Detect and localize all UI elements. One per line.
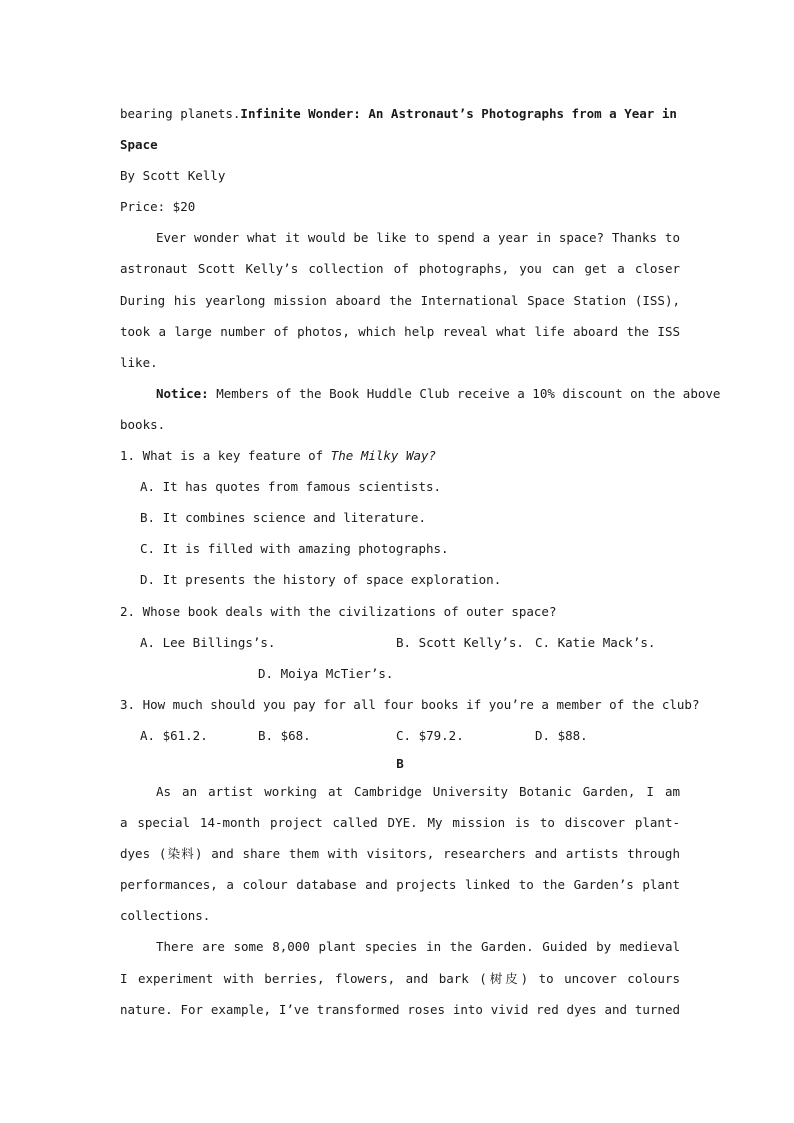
section-b-p1-line-4: performances, a colour database and projects linked to the Garden’s plant <box>120 877 680 893</box>
description-line-3: During his yearlong mission aboard the International Space Station (ISS), <box>120 292 680 308</box>
question-2-option-a: A. Lee Billings’s. <box>140 634 276 650</box>
question-2-options-row-2 <box>120 658 680 689</box>
section-b-p2-line-2: I experiment with berries, flowers, and bark (树皮) to uncover colours <box>120 970 680 986</box>
section-b-heading: B <box>396 755 404 771</box>
question-2-stem: 2. Whose book deals with the civilizations of outer space? <box>120 603 557 619</box>
previous-text-fragment: bearing planets. <box>120 106 241 121</box>
section-b-p1-line-1: As an artist working at Cambridge University Botanic Garden, I am <box>156 783 680 799</box>
description-line-1: Ever wonder what it would be like to spend a year in space? Thanks to <box>156 230 680 246</box>
question-3-option-d: D. $88. <box>535 727 588 743</box>
question-1-option-b: B. It combines science and literature. <box>140 510 426 526</box>
question-1-text: 1. What is a key feature of <box>120 448 331 464</box>
question-2-option-c: C. Katie Mack’s. <box>535 634 656 650</box>
book-title-line-1 <box>120 98 680 129</box>
book-title-line-2: Space <box>120 137 158 153</box>
notice-text: Members of the Book Huddle Club receive a 10% discount on the above <box>216 385 721 401</box>
question-1-stem <box>120 440 680 471</box>
question-2-options-row-1 <box>120 627 680 658</box>
question-1-option-a: A. It has quotes from famous scientists. <box>140 479 442 495</box>
book-title: Infinite Wonder: An Astronaut’s Photographs from a Year in <box>240 106 677 121</box>
question-3-options-row <box>120 720 680 751</box>
section-b-p2-line-1: There are some 8,000 plant species in the Garden. Guided by medieval <box>156 939 680 955</box>
question-1-italic: The Milky Way? <box>330 448 437 464</box>
description-line-5: like. <box>120 354 158 370</box>
question-3-option-c: C. $79.2. <box>396 727 464 743</box>
question-2-option-d: D. Moiya McTier’s. <box>258 665 394 681</box>
section-b-p1-line-2: a special 14-month project called DYE. My mission is to discover plant- <box>120 815 680 831</box>
document-page <box>120 98 721 1025</box>
section-b-p1-line-5: collections. <box>120 908 211 924</box>
question-3-option-a: A. $61.2. <box>140 727 208 743</box>
book-price: Price: $20 <box>120 199 196 215</box>
section-b-p2-line-3: nature. For example, I’ve transformed roses into vivid red dyes and turned <box>120 1001 680 1017</box>
section-b-p1-line-3: dyes (染料) and share them with visitors, researchers and artists through <box>120 846 680 862</box>
notice-line-2: books. <box>120 416 166 432</box>
question-1-option-d: D. It presents the history of space exploration. <box>140 572 502 588</box>
book-author: By Scott Kelly <box>120 168 226 184</box>
question-1-option-c: C. It is filled with amazing photographs. <box>140 541 449 557</box>
description-line-2: astronaut Scott Kelly’s collection of photographs, you can get a closer <box>120 261 680 277</box>
notice-label: Notice: <box>156 385 209 401</box>
description-line-4: took a large number of photos, which help reveal what life aboard the ISS <box>120 323 680 339</box>
question-3-stem: 3. How much should you pay for all four books if you’re a member of the club? <box>120 696 700 712</box>
question-3-option-b: B. $68. <box>258 727 311 743</box>
notice-line-1 <box>120 378 721 409</box>
question-2-option-b: B. Scott Kelly’s. <box>396 634 524 650</box>
